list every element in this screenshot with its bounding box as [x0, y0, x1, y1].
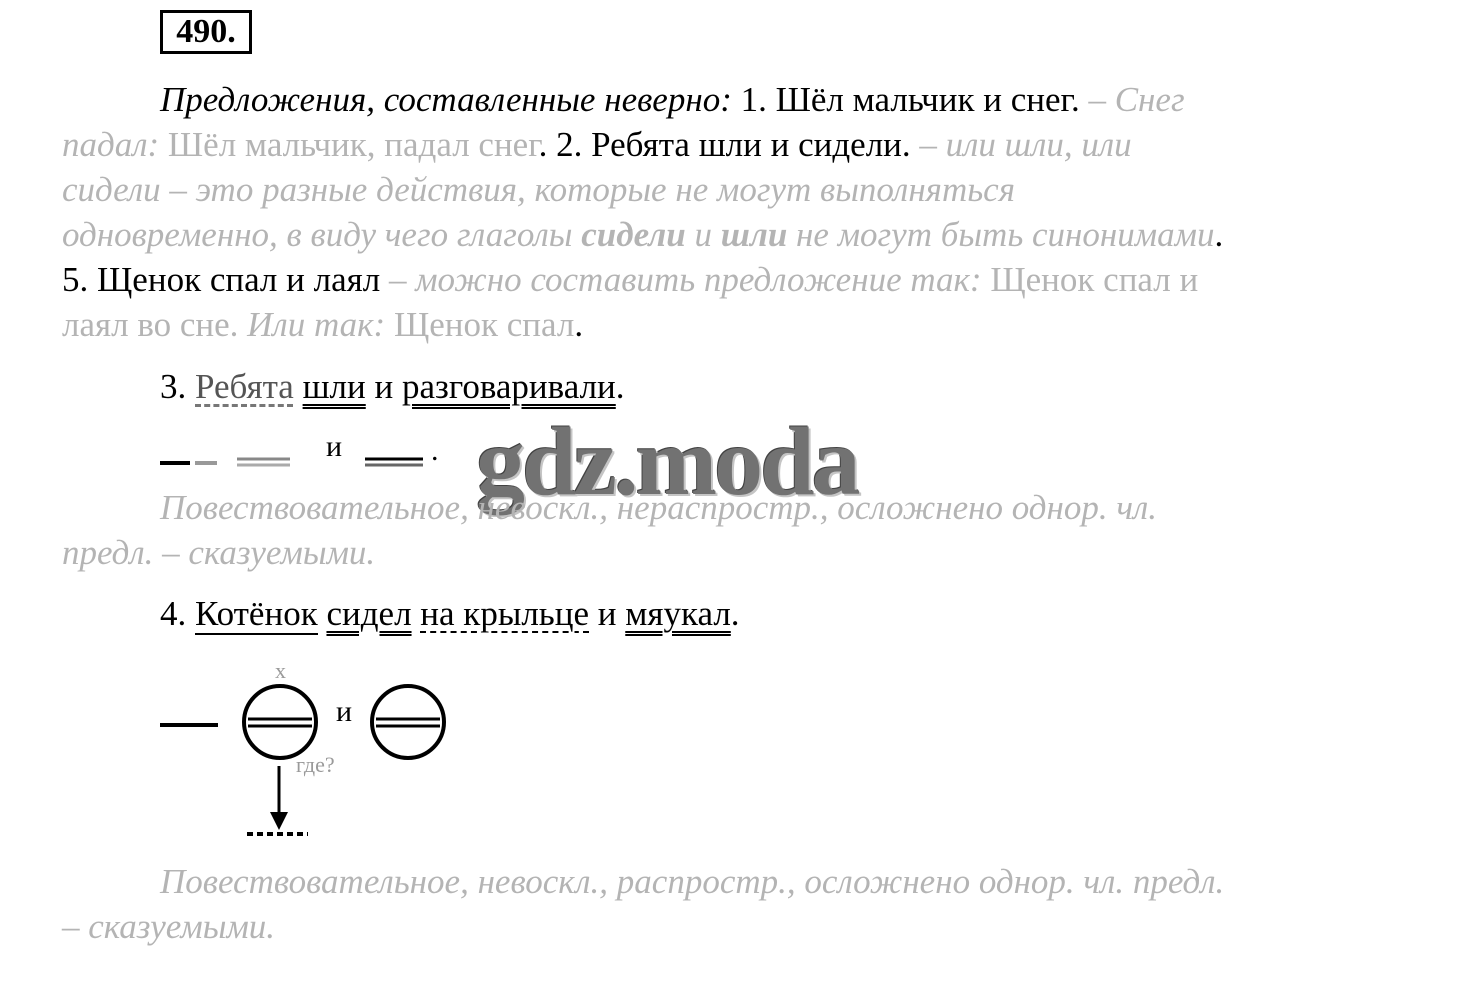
- period: .: [574, 305, 584, 344]
- para-line-2: [62, 125, 1132, 165]
- s4-number: 4.: [160, 594, 195, 633]
- s3-period: .: [615, 367, 625, 406]
- comment-5b: Или так:: [238, 305, 386, 344]
- sentence-3: [160, 367, 625, 407]
- s4-predicate-2: мяукал: [625, 594, 731, 633]
- s4-adverbial: на крыльце: [420, 594, 590, 633]
- comment-5: – можно составить предложение так:: [380, 260, 982, 299]
- para-line-4: [62, 215, 1223, 255]
- wrong-sentences-heading: Предложения, составленные неверно:: [160, 80, 732, 119]
- correction-1: Шёл мальчик, падал снег: [159, 125, 539, 164]
- task-number: 490.: [160, 10, 252, 54]
- para-line-1: [160, 80, 1185, 120]
- s3-description-2: предл. – сказуемыми.: [62, 533, 376, 572]
- s4-scheme-and: и: [336, 695, 353, 728]
- s4-period: .: [730, 594, 740, 633]
- s4-subject: Котёнок: [195, 594, 318, 633]
- predicate-circle-1: [244, 686, 316, 758]
- sentence-5: 5. Щенок спал и лаял: [62, 260, 381, 299]
- s3-predicate-2: разговаривали: [401, 367, 616, 406]
- arrow-head-icon: [270, 812, 288, 830]
- s3-and: и: [365, 367, 402, 406]
- para-line-5: [62, 260, 1198, 300]
- s3-scheme-dot: .: [431, 434, 439, 467]
- s4-scheme: [155, 650, 465, 845]
- space: [294, 367, 303, 406]
- para-line-6: [62, 305, 583, 345]
- watermark-logo: gdz.moda: [476, 408, 858, 516]
- sentence-1: 1. Шёл мальчик и снег.: [731, 80, 1080, 119]
- s3-predicate-1: шли: [302, 367, 366, 406]
- s3-scheme-and: и: [326, 430, 343, 463]
- s4-description-2: – сказуемыми.: [62, 907, 276, 946]
- comment-2-end: не могут быть синонимами: [787, 215, 1215, 254]
- comment-2-cont: одновременно, в виду чего глаголы: [62, 215, 582, 254]
- s3-description-1: Повествовательное, невоскл., нераспростр., осложнено однор. чл.: [160, 488, 1158, 527]
- period: .: [1214, 215, 1224, 254]
- correction-5a: Щенок спал и: [981, 260, 1199, 299]
- comment-1-cont: падал:: [62, 125, 160, 164]
- s4-predicate-1: сидел: [326, 594, 412, 633]
- comment-2: – или шли, или: [910, 125, 1132, 164]
- predicate-circle-2: [372, 686, 444, 758]
- verb-sideli: сидели: [581, 215, 686, 254]
- s3-scheme: [155, 430, 455, 475]
- sentence-2: . 2. Ребята шли и сидели.: [538, 125, 911, 164]
- correction-5b: Щенок спал: [385, 305, 575, 344]
- and-word: и: [685, 215, 721, 254]
- verb-shli: шли: [720, 215, 788, 254]
- s4-scheme-where: где?: [296, 752, 335, 777]
- s3-subject: Ребята: [195, 367, 294, 406]
- s4-and: и: [589, 594, 626, 633]
- para-line-3: сидели – это разные действия, которые не могут выполняться: [62, 170, 1015, 209]
- s4-description-1: Повествовательное, невоскл., распростр., осложнено однор. чл. предл.: [160, 862, 1225, 901]
- s4-scheme-x: х: [275, 658, 286, 683]
- correction-5a-cont: лаял во сне.: [62, 305, 239, 344]
- comment-1: – Снег: [1079, 80, 1185, 119]
- sentence-4: [160, 594, 740, 634]
- s3-number: 3.: [160, 367, 195, 406]
